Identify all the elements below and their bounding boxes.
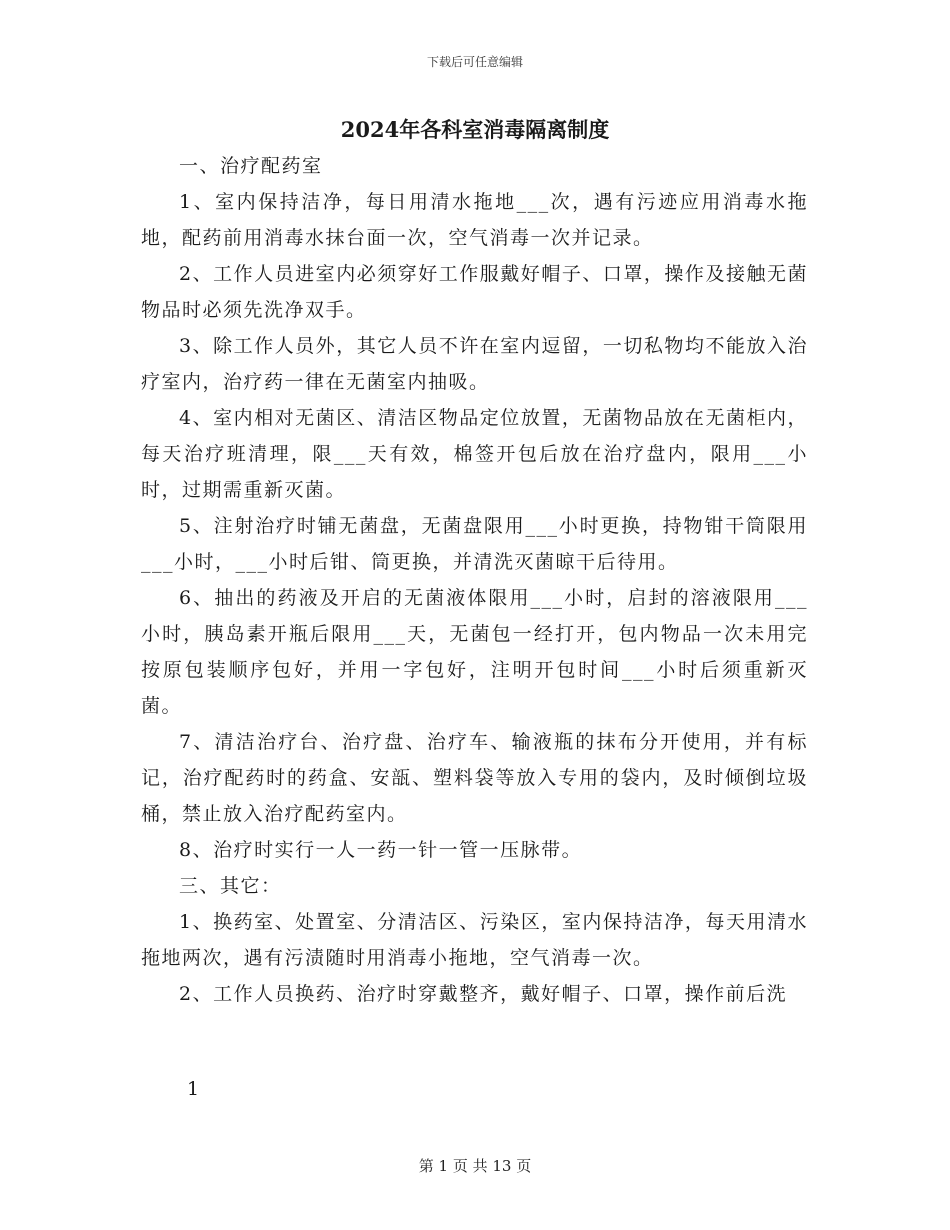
paragraph: 2、工作人员进室内必须穿好工作服戴好帽子、口罩，操作及接触无菌物品时必须先洗净双手。 [141, 263, 808, 321]
paragraph: 7、清洁治疗台、治疗盘、治疗车、输液瓶的抹布分开使用，并有标记，治疗配药时的药盒、安瓿、塑料袋等放入专用的袋内，及时倾倒垃圾桶，禁止放入治疗配药室内。 [141, 731, 808, 825]
paragraph: 1、换药室、处置室、分清洁区、污染区，室内保持洁净，每天用清水拖地两次，遇有污渍随时用消毒小拖地，空气消毒一次。 [141, 911, 808, 969]
paragraph: 2、工作人员换药、治疗时穿戴整齐，戴好帽子、口罩，操作前后洗 [179, 983, 788, 1005]
paragraph: 5、注射治疗时铺无菌盘，无菌盘限用___小时更换，持物钳干筒限用___小时，___小时后钳、筒更换，并清洗灭菌晾干后待用。 [141, 515, 808, 573]
paragraph: 3、除工作人员外，其它人员不许在室内逗留，一切私物均不能放入治疗室内，治疗药一律在无菌室内抽吸。 [141, 335, 808, 393]
header-note: 下载后可任意编辑 [426, 55, 523, 69]
paragraph: 1、室内保持洁净，每日用清水拖地___次，遇有污迹应用消毒水拖地，配药前用消毒水抹台面一次，空气消毒一次并记录。 [141, 191, 808, 249]
document-body [141, 148, 808, 1012]
page-footer: 第 1 页 共 13 页 [418, 1157, 532, 1175]
section-heading: 三、其它： [179, 875, 282, 897]
paragraph: 8、治疗时实行一人一药一针一管一压脉带。 [179, 839, 583, 861]
paragraph: 4、室内相对无菌区、清洁区物品定位放置，无菌物品放在无菌柜内，每天治疗班清理，限___天有效，棉签开包后放在治疗盘内，限用___小时，过期需重新灭菌。 [141, 407, 808, 501]
page-number-marker: 1 [187, 1078, 200, 1100]
document-title: 2024年各科室消毒隔离制度 [340, 117, 610, 142]
paragraph: 6、抽出的药液及开启的无菌液体限用___小时，启封的溶液限用___小时，胰岛素开瓶后限用___天，无菌包一经打开，包内物品一次未用完按原包装顺序包好，并用一字包好，注明开包时间___小时后须重新灭菌。 [141, 587, 808, 717]
section-heading: 一、治疗配药室 [179, 155, 323, 177]
